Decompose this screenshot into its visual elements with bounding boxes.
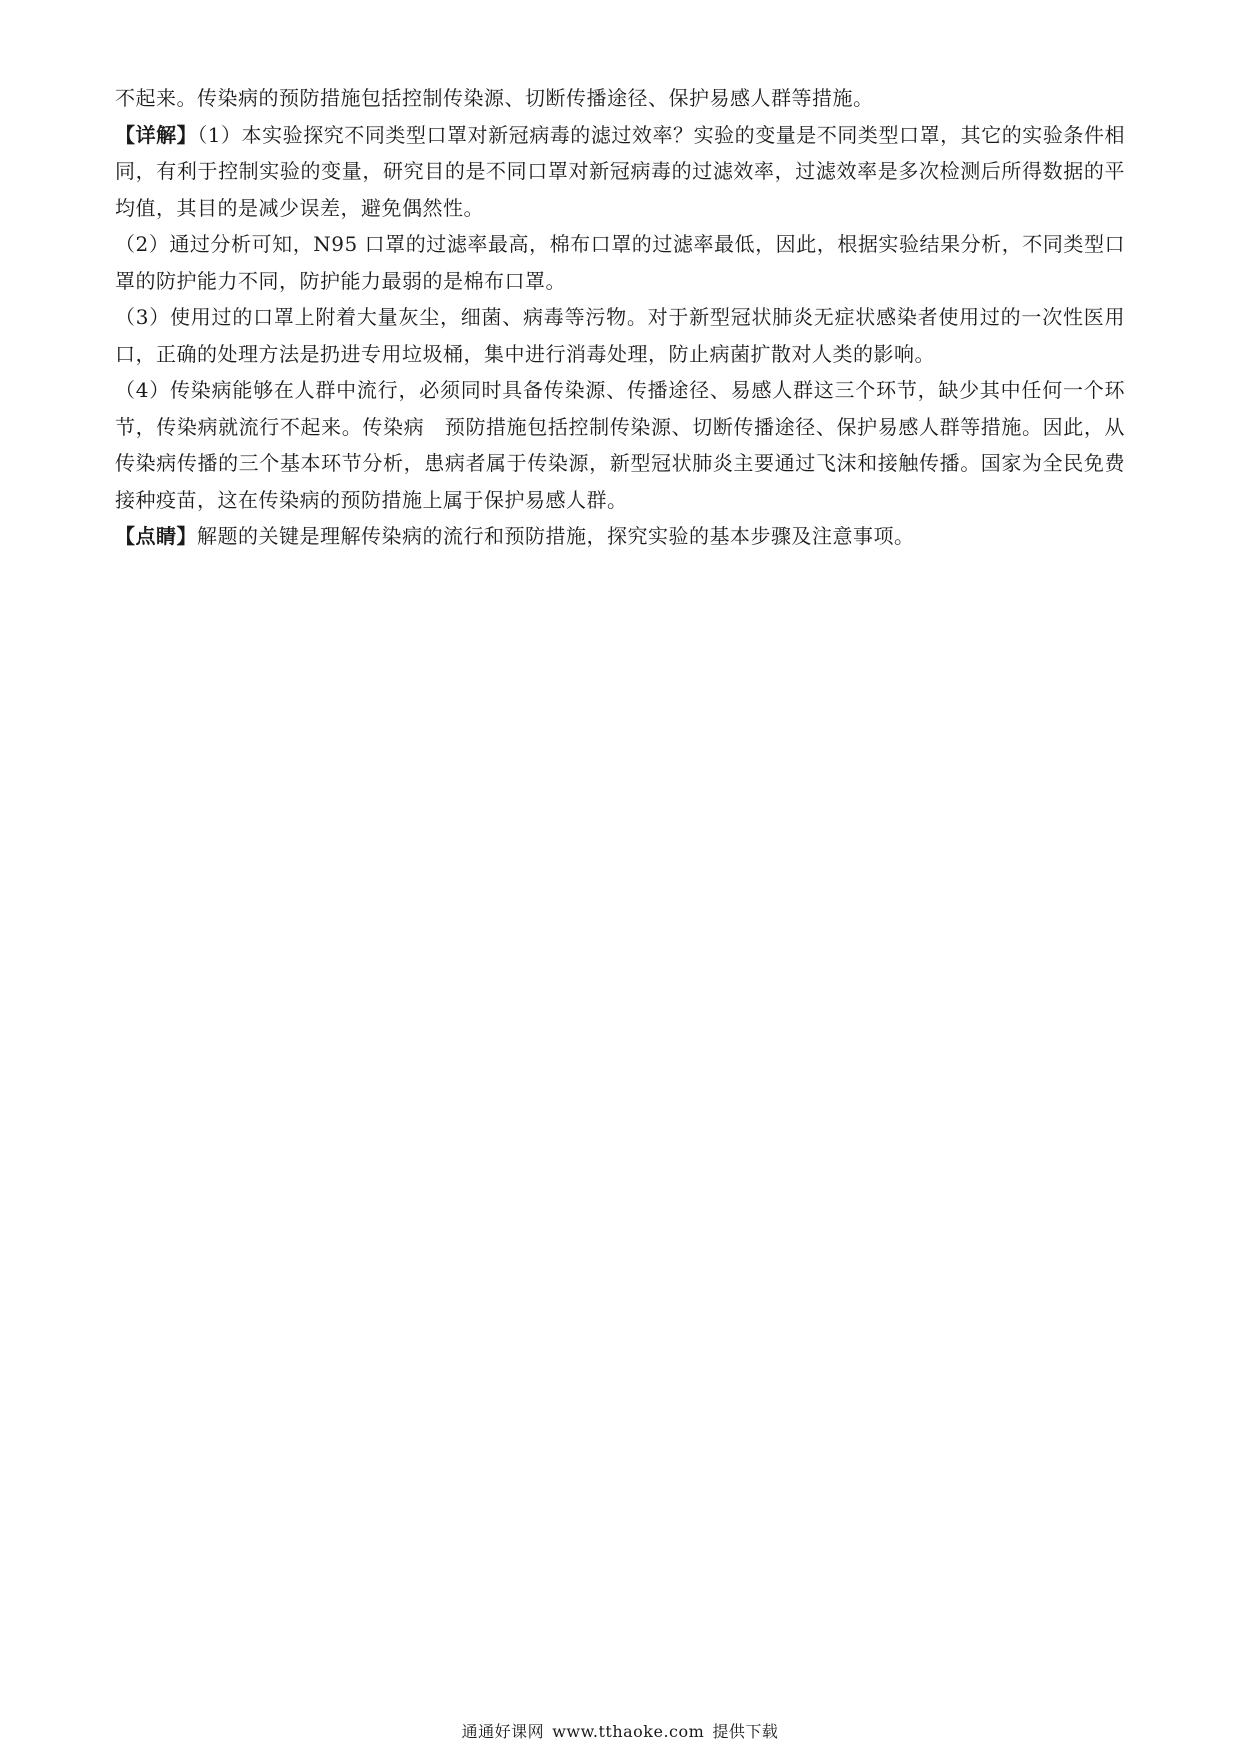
paragraph-text: 解题的关键是理解传染病的流行和预防措施，探究实验的基本步骤及注意事项。 xyxy=(197,524,915,548)
page-footer xyxy=(0,1722,1240,1742)
paragraph-answer-3 xyxy=(115,299,1125,372)
paragraph-answer-2 xyxy=(115,226,1125,299)
paragraph-text: （2）通过分析可知，N95 口罩的过滤率最高，棉布口罩的过滤率最低，因此，根据实验结果分析，不同类型口罩的防护能力不同，防护能力最弱的是棉布口罩。 xyxy=(115,232,1125,293)
footer-suffix: 提供下载 xyxy=(712,1722,779,1741)
paragraph-text: （1）本实验探究不同类型口罩对新冠病毒的滤过效率？实验的变量是不同类型口罩，其它的实验条件相同，有利于控制实验的变量，研究目的是不同口罩对新冠病毒的过滤效率，过滤效率是多次检测后所得数据的平均值，其目的是减少误差，避免偶然性。 xyxy=(115,122,1125,220)
footer-url-link[interactable]: www.tthaoke.com xyxy=(552,1722,705,1741)
document-body xyxy=(115,80,1125,555)
section-label-detail: 【详解】 xyxy=(115,122,198,147)
section-label-key-point: 【点睛】 xyxy=(115,524,197,548)
paragraph-text: （4）传染病能够在人群中流行，必须同时具备传染源、传播途径、易感人群这三个环节，缺少其中任何一个环节，传染病就流行不起来。传染病 预防措施包括控制传染源、切断传播途径、保护易感人群等措施。因此，从传染病传播的三个基本环节分析，患病者属于传染源，新型冠状肺炎主要通过飞沫和接触传播。国家为全民免费接种疫苗，这在传染病的预防措施上属于保护易感人群。 xyxy=(115,378,1125,512)
paragraph-continuation xyxy=(115,80,1125,117)
paragraph-text: 不起来。传染病的预防措施包括控制传染源、切断传播途径、保护易感人群等措施。 xyxy=(115,86,874,110)
paragraph-detail xyxy=(115,117,1125,227)
paragraph-text: （3）使用过的口罩上附着大量灰尘，细菌、病毒等污物。对于新型冠状肺炎无症状感染者使用过的一次性医用口，正确的处理方法是扔进专用垃圾桶，集中进行消毒处理，防止病菌扩散对人类的影响。 xyxy=(115,305,1125,366)
paragraph-answer-4 xyxy=(115,372,1125,518)
footer-site-name: 通通好课网 xyxy=(461,1722,545,1741)
paragraph-key-point xyxy=(115,518,1125,555)
